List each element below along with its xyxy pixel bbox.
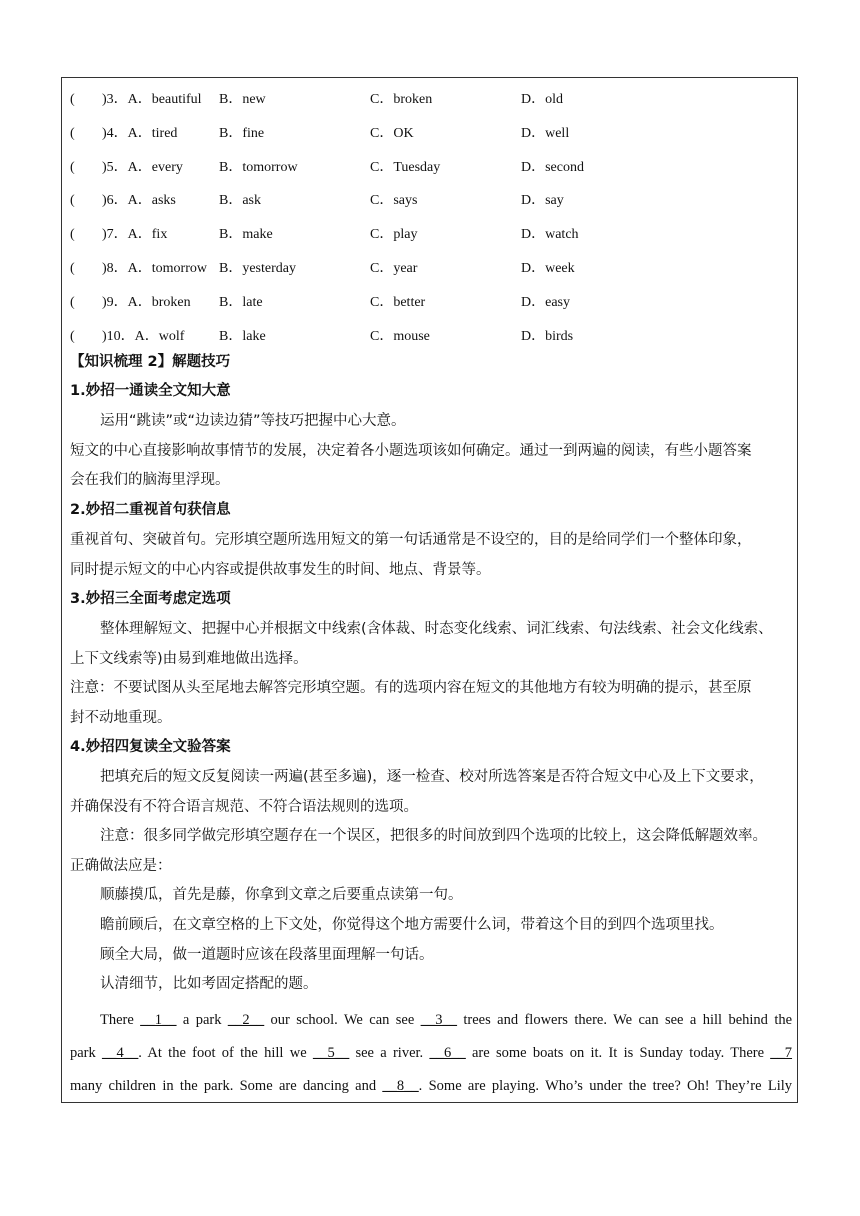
option-a: )5．A．every xyxy=(102,160,183,175)
option-d: D．well xyxy=(521,126,570,141)
answer-paren[interactable]: ( xyxy=(70,295,75,310)
answer-paren[interactable]: ( xyxy=(70,160,75,175)
option-a: )7．A．fix xyxy=(102,227,168,242)
option-d: D．second xyxy=(521,160,584,175)
option-b: B．lake xyxy=(219,329,266,344)
blank-4[interactable]: __4__ xyxy=(102,1045,139,1061)
tip1-para: 短文的中心直接影响故事情节的发展，决定着各小题选项该如何确定。通过一到两遍的阅读，有些小题答案 xyxy=(70,443,752,459)
tip4-method: 顺藤摸瓜，首先是藤，你拿到文章之后要重点读第一句。 xyxy=(100,887,463,903)
tip4-note: 注意：很多同学做完形填空题存在一个误区，把很多的时间放到四个选项的比较上，这会降低解题效率。 xyxy=(100,828,767,844)
option-c: C．play xyxy=(370,227,418,242)
tip4-method: 顾全大局，做一道题时应该在段落里面理解一句话。 xyxy=(100,947,434,963)
option-c: C．broken xyxy=(370,92,433,107)
answer-paren[interactable]: ( xyxy=(70,126,75,141)
option-c: C．says xyxy=(370,193,418,208)
tip1-para: 会在我们的脑海里浮现。 xyxy=(70,472,230,488)
blank-6[interactable]: __6__ xyxy=(429,1045,466,1061)
blank-8[interactable]: __8__ xyxy=(382,1078,419,1094)
option-a: )6．A．asks xyxy=(102,193,176,208)
tip2-para: 重视首句、突破首句。完形填空题所选用短文的第一句话通常是不设空的，目的是给同学们一个整体印象， xyxy=(70,532,752,548)
tip2-title: 2.妙招二重视首句获信息 xyxy=(70,502,231,518)
blank-1[interactable]: __1__ xyxy=(140,1012,177,1028)
tip2-para: 同时提示短文的中心内容或提供故事发生的时间、地点、背景等。 xyxy=(70,562,491,578)
passage-line: There __1__ a park __2__ our school. We can see __3__ trees and flowers there. We can see a hill behind the xyxy=(100,1012,793,1028)
option-d: D．old xyxy=(521,92,563,107)
answer-paren[interactable]: ( xyxy=(70,261,75,276)
option-c: C．mouse xyxy=(370,329,430,344)
tip1-title: 1.妙招一通读全文知大意 xyxy=(70,383,231,399)
option-c: C．Tuesday xyxy=(370,160,441,175)
tip3-para: 整体理解短文、把握中心并根据文中线索(含体裁、时态变化线索、词汇线索、句法线索、社会文化线索、 xyxy=(100,621,773,637)
tip4-title: 4.妙招四复读全文验答案 xyxy=(70,739,231,755)
blank-5[interactable]: __5__ xyxy=(312,1045,350,1061)
tip3-para: 上下文线索等)由易到难地做出选择。 xyxy=(70,651,308,667)
option-b: B．ask xyxy=(219,193,261,208)
tip4-method: 认清细节，比如考固定搭配的题。 xyxy=(100,976,318,992)
option-d: D．watch xyxy=(521,227,579,242)
answer-paren[interactable]: ( xyxy=(70,227,75,242)
option-b: B．make xyxy=(219,227,273,242)
answer-paren[interactable]: ( xyxy=(70,329,75,344)
option-c: C．year xyxy=(370,261,418,276)
tip3-title: 3.妙招三全面考虑定选项 xyxy=(70,591,231,607)
option-a: )8．A．tomorrow xyxy=(102,261,207,276)
option-d: D．say xyxy=(521,193,564,208)
option-a: )4．A．tired xyxy=(102,126,178,141)
answer-paren[interactable]: ( xyxy=(70,92,75,107)
blank-3[interactable]: __3__ xyxy=(420,1012,457,1028)
answer-paren[interactable]: ( xyxy=(70,193,75,208)
option-b: B．new xyxy=(219,92,266,107)
option-a: )9．A．broken xyxy=(102,295,191,310)
option-d: D．easy xyxy=(521,295,570,310)
option-d: D．week xyxy=(521,261,575,276)
option-b: B．yesterday xyxy=(219,261,296,276)
tip4-method: 瞻前顾后，在文章空格的上下文处，你觉得这个地方需要什么词，带着这个目的到四个选项里找。 xyxy=(100,917,724,933)
section-title: 【知识梳理 2】解题技巧 xyxy=(70,354,231,370)
tip4-para: 并确保没有不符合语言规范、不符合语法规则的选项。 xyxy=(70,799,418,815)
option-c: C．better xyxy=(370,295,426,310)
blank-7[interactable]: __7 xyxy=(770,1045,793,1061)
tip3-note: 注意：不要试图从头至尾地去解答完形填空题。有的选项内容在短文的其他地方有较为明确的提示，甚至原 xyxy=(70,680,752,696)
option-a: )3．A．beautiful xyxy=(102,92,202,107)
passage-line: park __4__. At the foot of the hill we __5__ see a river. __6__ are some boats on it. It is Sunday today. There __7 xyxy=(70,1045,793,1061)
option-b: B．fine xyxy=(219,126,265,141)
tip3-note: 封不动地重现。 xyxy=(70,710,172,726)
passage-line: many children in the park. Some are dancing and __8__. Some are playing. Who’s under the tree? Oh! They’re Lily xyxy=(70,1078,793,1094)
option-a: )10．A．wolf xyxy=(102,329,185,344)
option-b: B．tomorrow xyxy=(219,160,298,175)
option-d: D．birds xyxy=(521,329,574,344)
tip4-note: 正确做法应是： xyxy=(70,858,172,874)
tip1-para: 运用“跳读”或“边读边猜”等技巧把握中心大意。 xyxy=(100,413,406,429)
option-b: B．late xyxy=(219,295,263,310)
blank-2[interactable]: __2__ xyxy=(227,1012,265,1028)
option-c: C．OK xyxy=(370,126,414,141)
tip4-para: 把填充后的短文反复阅读一两遍(甚至多遍)，逐一检查、校对所选答案是否符合短文中心及上下文要求， xyxy=(100,769,764,785)
